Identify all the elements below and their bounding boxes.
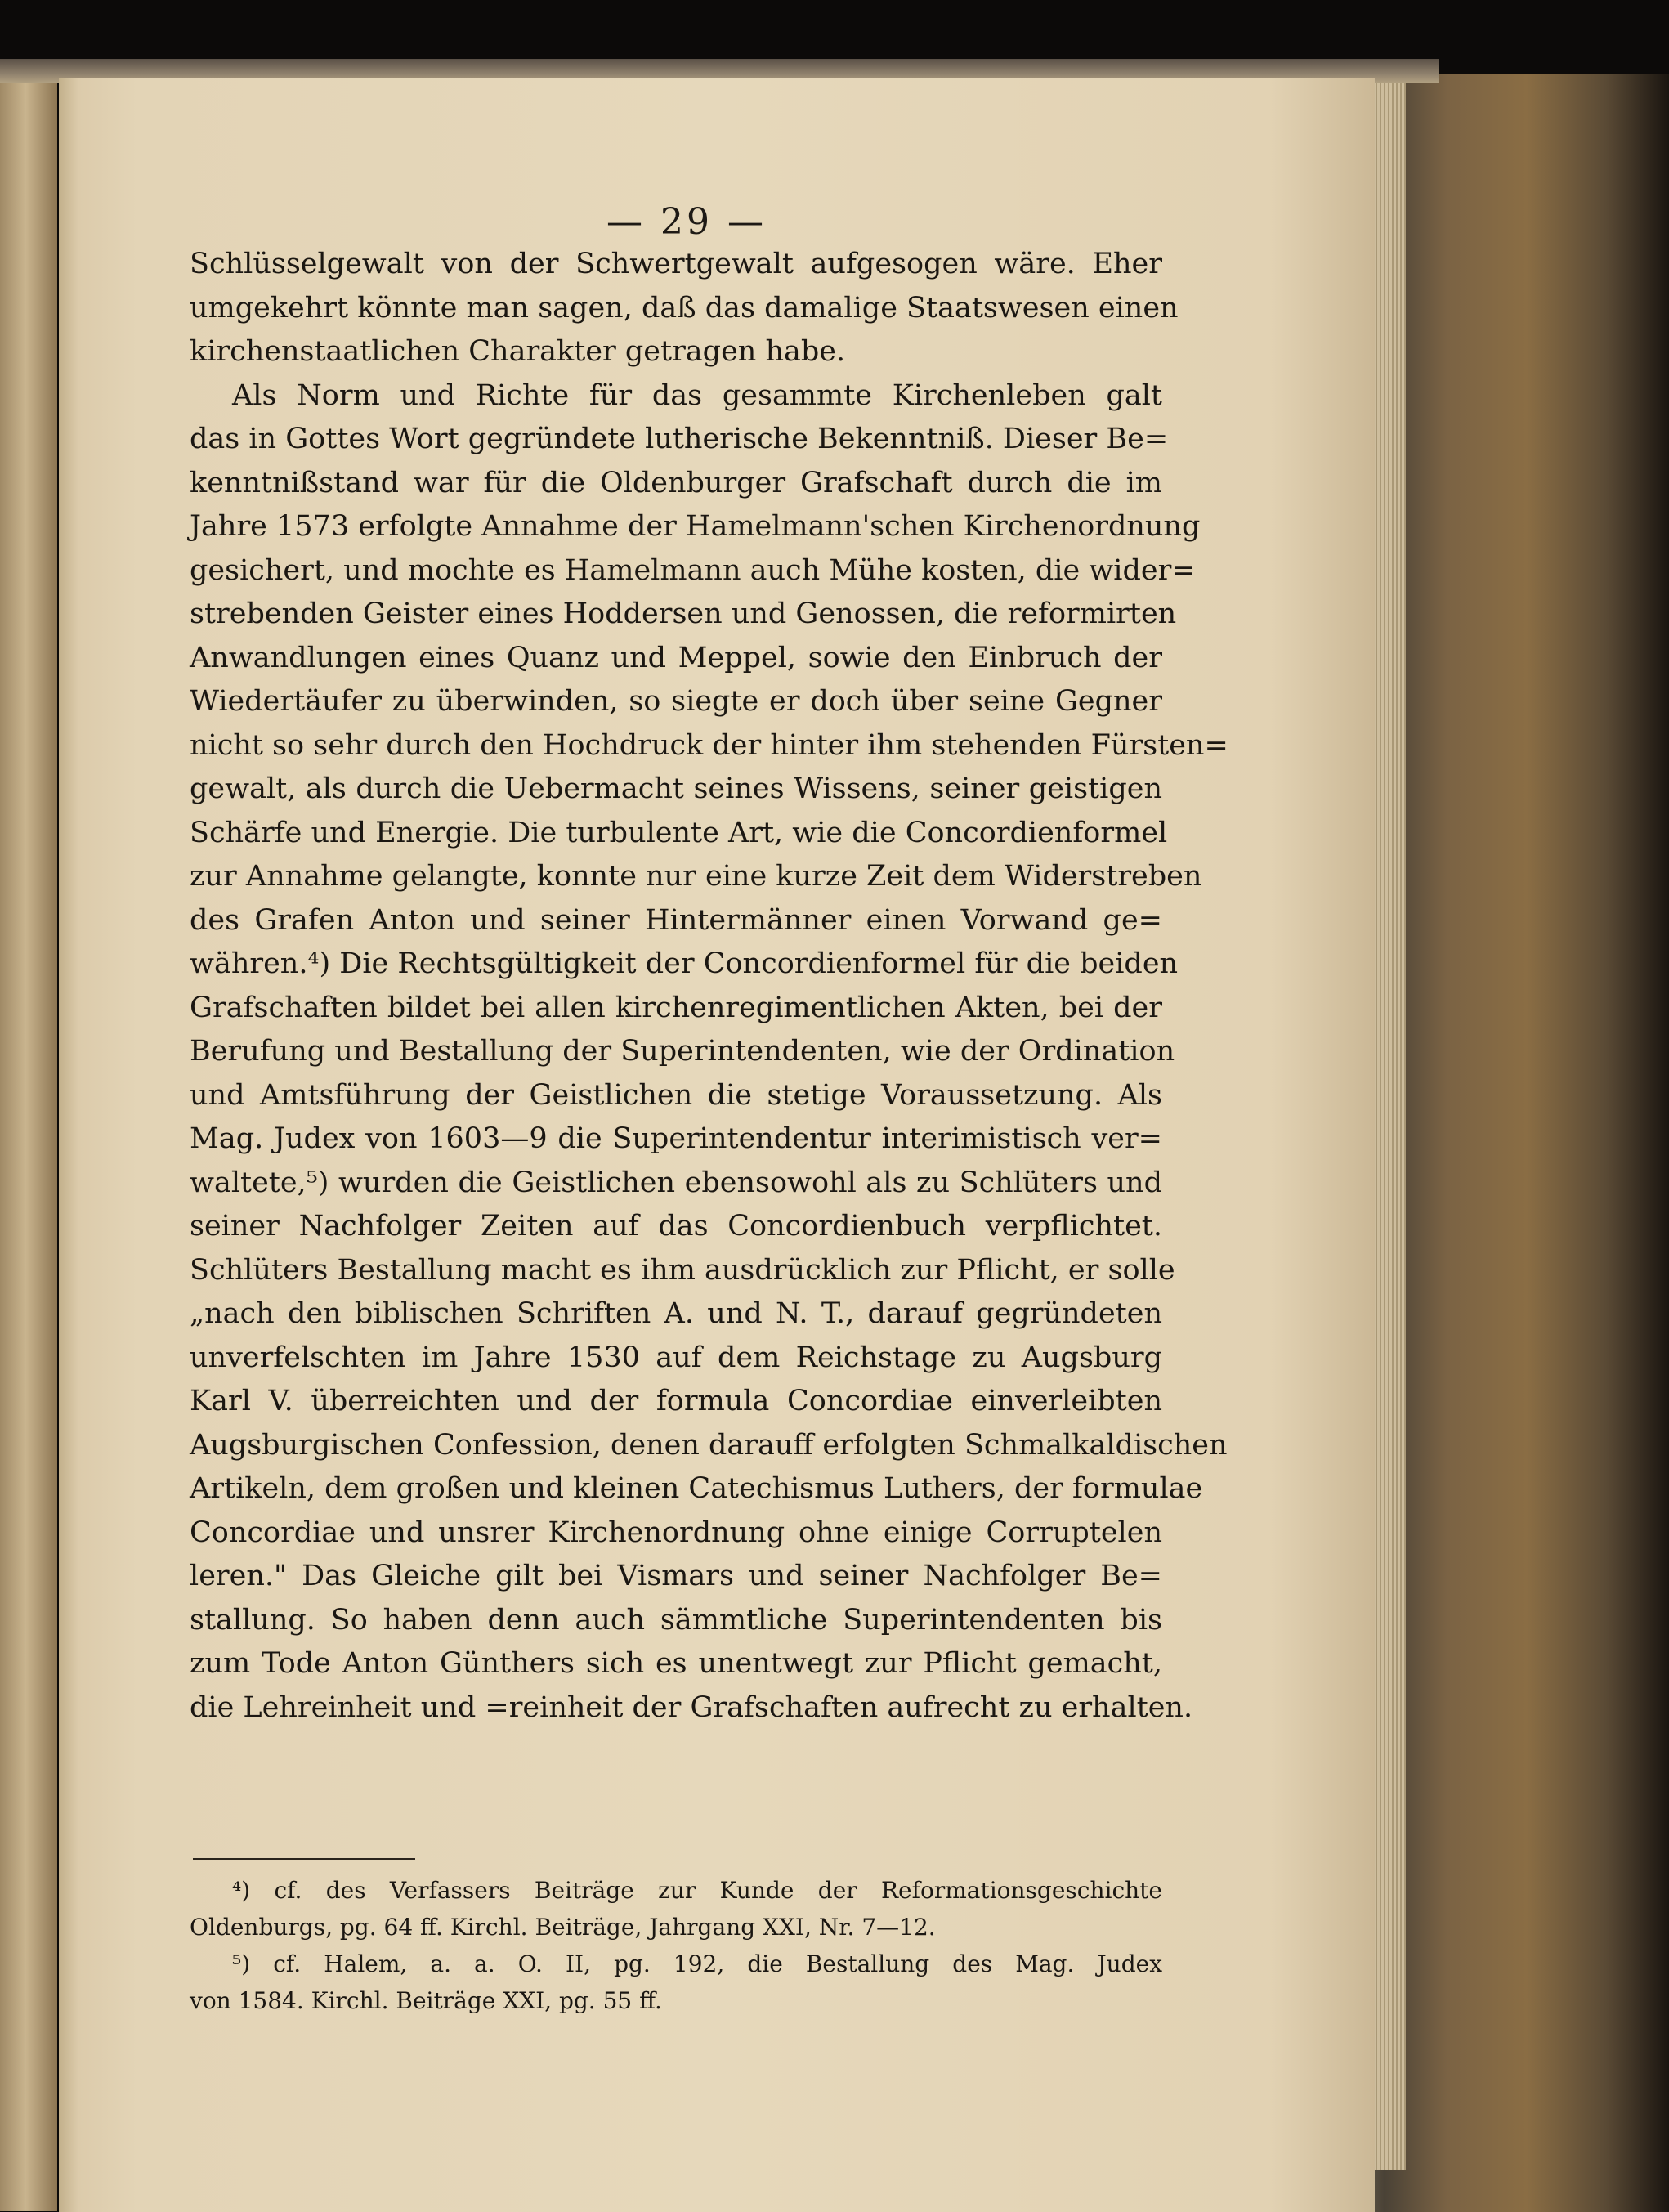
page-number: — 29 — (606, 201, 767, 243)
text-line: das in Gottes Wort gegründete lutherische Bekenntniß. Dieser Be= (190, 423, 1169, 455)
text-line: Grafschaften bildet bei allen kirchenregimentlichen Akten, bei der (190, 991, 1162, 1024)
text-line: waltete,⁵) wurden die Geistlichen ebensowohl als zu Schlüters und (190, 1166, 1162, 1199)
text-line: leren." Das Gleiche gilt bei Vismars und seiner Nachfolger Be= (190, 1560, 1162, 1592)
text-line: Concordiae und unsrer Kirchenordnung ohne einige Corruptelen (190, 1516, 1162, 1549)
text-line: Mag. Judex von 1603—9 die Superintendentur interimistisch ver= (190, 1122, 1162, 1155)
text-line: „nach den biblischen Schriften A. und N. T., darauf gegründeten (190, 1297, 1162, 1330)
text-line: stallung. So haben denn auch sämmtliche Superintendenten bis (190, 1603, 1162, 1637)
footnote-divider (193, 1858, 415, 1860)
footnote-line: ⁴) cf. des Verfassers Beiträge zur Kunde der Reformationsgeschichte (232, 1877, 1162, 1904)
text-line: Anwandlungen eines Quanz und Meppel, sowie den Einbruch der (190, 641, 1162, 674)
text-line: die Lehreinheit und =reinheit der Grafschaften aufrecht zu erhalten. (190, 1690, 1193, 1724)
text-line: nicht so sehr durch den Hochdruck der hinter ihm stehenden Fürsten= (190, 728, 1228, 762)
facing-page-edge (0, 78, 57, 2211)
footnote (190, 1872, 1162, 1946)
text-line: Schlüters Bestallung macht es ihm ausdrücklich zur Pflicht, er solle (190, 1253, 1175, 1287)
footnote-line: von 1584. Kirchl. Beiträge XXI, pg. 55 ff. (190, 1987, 662, 2014)
text-line: kenntnißstand war für die Oldenburger Grafschaft durch die im (190, 466, 1162, 499)
text-line: gesichert, und mochte es Hamelmann auch Mühe kosten, die wider= (190, 553, 1196, 587)
text-line: kirchenstaatlichen Charakter getragen habe. (190, 335, 846, 368)
text-line: seiner Nachfolger Zeiten auf das Concordienbuch verpflichtet. (190, 1210, 1162, 1243)
text-line: zum Tode Anton Günthers sich es unentwegt zur Pflicht gemacht, (190, 1647, 1162, 1680)
text-line: Berufung und Bestallung der Superintendenten, wie der Ordination (190, 1035, 1175, 1068)
text-line: des Grafen Anton und seiner Hintermänner einen Vorwand ge= (190, 903, 1162, 937)
text-line: Artikeln, dem großen und kleinen Catechismus Luthers, der formulae (190, 1472, 1203, 1505)
text-line: währen.⁴) Die Rechtsgültigkeit der Concordienformel für die beiden (190, 947, 1179, 980)
text-line: zur Annahme gelangte, konnte nur eine kurze Zeit dem Widerstreben (190, 860, 1202, 893)
paragraph (190, 243, 1179, 374)
text-line: Jahre 1573 erfolgte Annahme der Hamelmann'schen Kirchenordnung (190, 510, 1201, 543)
footnote-line: ⁵) cf. Halem, a. a. O. II, pg. 192, die Bestallung des Mag. Judex (232, 1950, 1162, 1977)
text-line: Schlüsselgewalt von der Schwertgewalt aufgesogen wäre. Eher (190, 248, 1162, 280)
text-line: strebenden Geister eines Hoddersen und Genossen, die reformirten (190, 598, 1177, 630)
footnote-line: Oldenburgs, pg. 64 ff. Kirchl. Beiträge, Jahrgang XXI, Nr. 7—12. (190, 1914, 936, 1941)
text-line: umgekehrt könnte man sagen, daß das damalige Staatswesen einen (190, 291, 1179, 325)
text-line: gewalt, als durch die Uebermacht seines Wissens, seiner geistigen (190, 772, 1162, 805)
text-line: Als Norm und Richte für das gesammte Kirchenleben galt (232, 378, 1162, 412)
footnote (190, 1946, 1162, 2019)
paragraph (190, 374, 1228, 1731)
footnotes (190, 1872, 1162, 2019)
text-line: und Amtsführung der Geistlichen die stetige Voraussetzung. Als (190, 1078, 1162, 1112)
text-line: Karl V. überreichten und der formula Concordiae einverleibten (190, 1385, 1162, 1417)
text-line: Augsburgischen Confession, denen darauff erfolgten Schmalkaldischen (190, 1428, 1228, 1462)
text-line: Wiedertäufer zu überwinden, so siegte er doch über seine Gegner (190, 685, 1162, 718)
text-line: Schärfe und Energie. Die turbulente Art, wie die Concordienformel (190, 816, 1168, 849)
body-text (190, 243, 1228, 1730)
text-line: unverfelschten im Jahre 1530 auf dem Reichstage zu Augsburg (190, 1341, 1162, 1374)
